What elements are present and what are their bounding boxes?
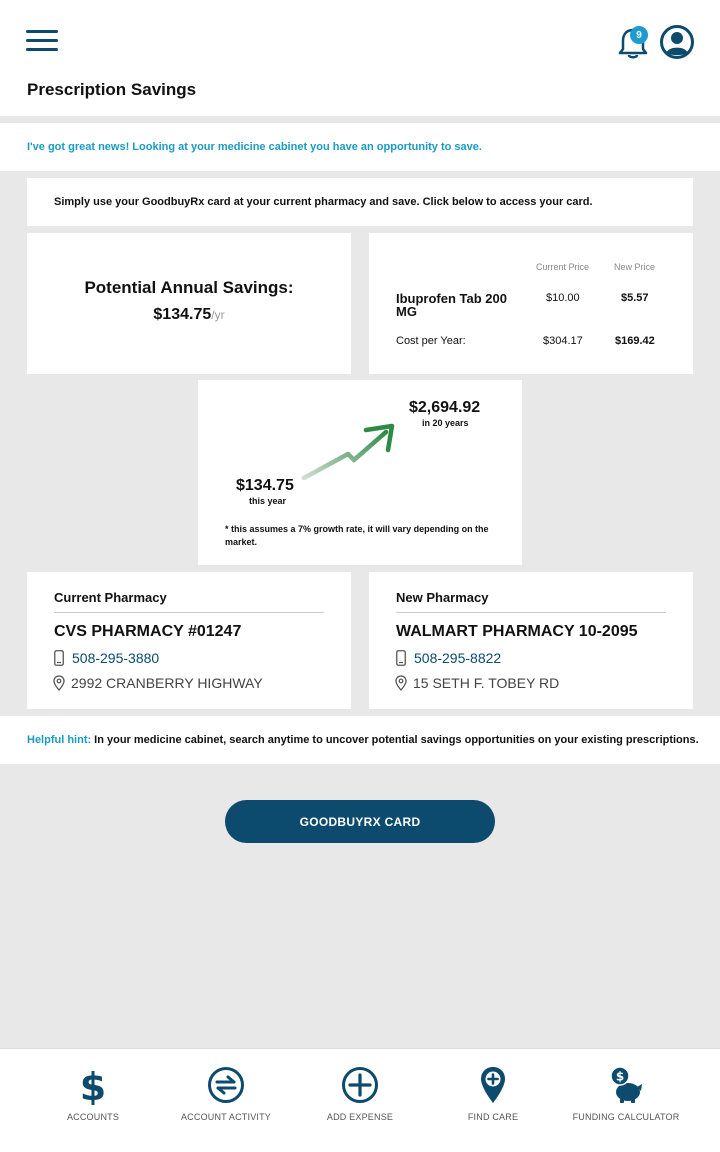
location-pin-icon [53,675,65,691]
svg-text:$: $ [615,1069,625,1084]
savings-unit: /yr [211,308,225,322]
news-banner: I've got great news! Looking at your medicine cabinet you have an opportunity to save. [0,123,720,171]
drug-current-price: $10.00 [546,292,580,304]
current-pharmacy-name: CVS PHARMACY #01247 [54,623,242,640]
growth-disclaimer: * this assumes a 7% growth rate, it will vary depending on the market. [225,524,489,547]
nav-funding-calculator-label: FUNDING CALCULATOR [572,1112,680,1122]
new-price-header: New Price [614,262,656,272]
transfer-arrows-icon [206,1065,246,1105]
growth-card [198,380,522,565]
add-circle-icon [340,1065,380,1105]
current-pharmacy-address: 2992 CRANBERRY HIGHWAY [71,675,263,691]
new-pharmacy-heading: New Pharmacy [396,590,489,605]
hint-text: In your medicine cabinet, search anytime to uncover potential savings opportunities on your existing prescriptions. [94,734,699,746]
phone-icon [396,650,406,666]
divider [54,612,324,613]
nav-add-expense[interactable] [290,1049,430,1152]
cost-new: $169.42 [615,335,655,347]
new-pharmacy-name: WALMART PHARMACY 10-2095 [396,623,638,640]
future-amount: $2,694.92 [409,399,481,416]
location-pin-icon [395,675,407,691]
page-title: Prescription Savings [27,80,197,99]
helpful-hint [0,716,720,764]
nav-add-expense-label: ADD EXPENSE [326,1112,394,1122]
new-pharmacy-card [369,572,693,709]
new-pharmacy-address: 15 SETH F. TOBEY RD [413,675,560,691]
nav-account-activity-label: ACCOUNT ACTIVITY [180,1112,272,1122]
divider [396,612,666,613]
growth-arrow-icon [298,420,402,482]
nav-account-activity[interactable] [156,1049,296,1152]
medical-location-pin-icon [473,1065,513,1105]
instruction-card: Simply use your GoodbuyRx card at your current pharmacy and save. Click below to access your card. [27,178,693,226]
notification-badge: 9 [630,26,648,44]
profile-icon[interactable] [660,25,694,59]
future-label: in 20 years [422,418,469,428]
drug-new-price: $5.57 [621,292,649,304]
current-pharmacy-heading: Current Pharmacy [54,590,167,605]
svg-text:$: $ [79,1065,107,1105]
hint-label: Helpful hint: [27,734,92,746]
current-pharmacy-phone[interactable]: 508-295-3880 [72,650,160,666]
nav-find-care-label: FIND CARE [467,1112,519,1122]
nav-accounts[interactable] [23,1049,163,1152]
top-bar [0,0,720,116]
current-amount: $134.75 [236,477,294,494]
nav-accounts-label: ACCOUNTS [66,1112,120,1122]
price-comparison-card [369,233,693,374]
nav-funding-calculator[interactable] [556,1049,696,1152]
current-label: this year [249,496,287,506]
new-pharmacy-phone[interactable]: 508-295-8822 [414,650,502,666]
menu-icon[interactable] [26,30,58,52]
nav-find-care[interactable] [423,1049,563,1152]
cost-current: $304.17 [543,335,583,347]
savings-label: Potential Annual Savings: [84,278,294,297]
goodbuyrx-card-button[interactable]: GOODBUYRX CARD [225,800,495,843]
drug-name: Ibuprofen Tab 200 MG [396,291,507,319]
savings-amount: $134.75 [153,306,212,323]
savings-card [27,233,351,374]
piggy-bank-icon [606,1065,646,1105]
phone-icon [54,650,64,666]
savings-amount-line [27,306,351,324]
current-pharmacy-card [27,572,351,709]
bottom-nav [0,1048,720,1152]
cost-per-year-label: Cost per Year: [396,335,466,347]
dollar-icon [73,1065,113,1105]
current-price-header: Current Price [536,262,590,272]
